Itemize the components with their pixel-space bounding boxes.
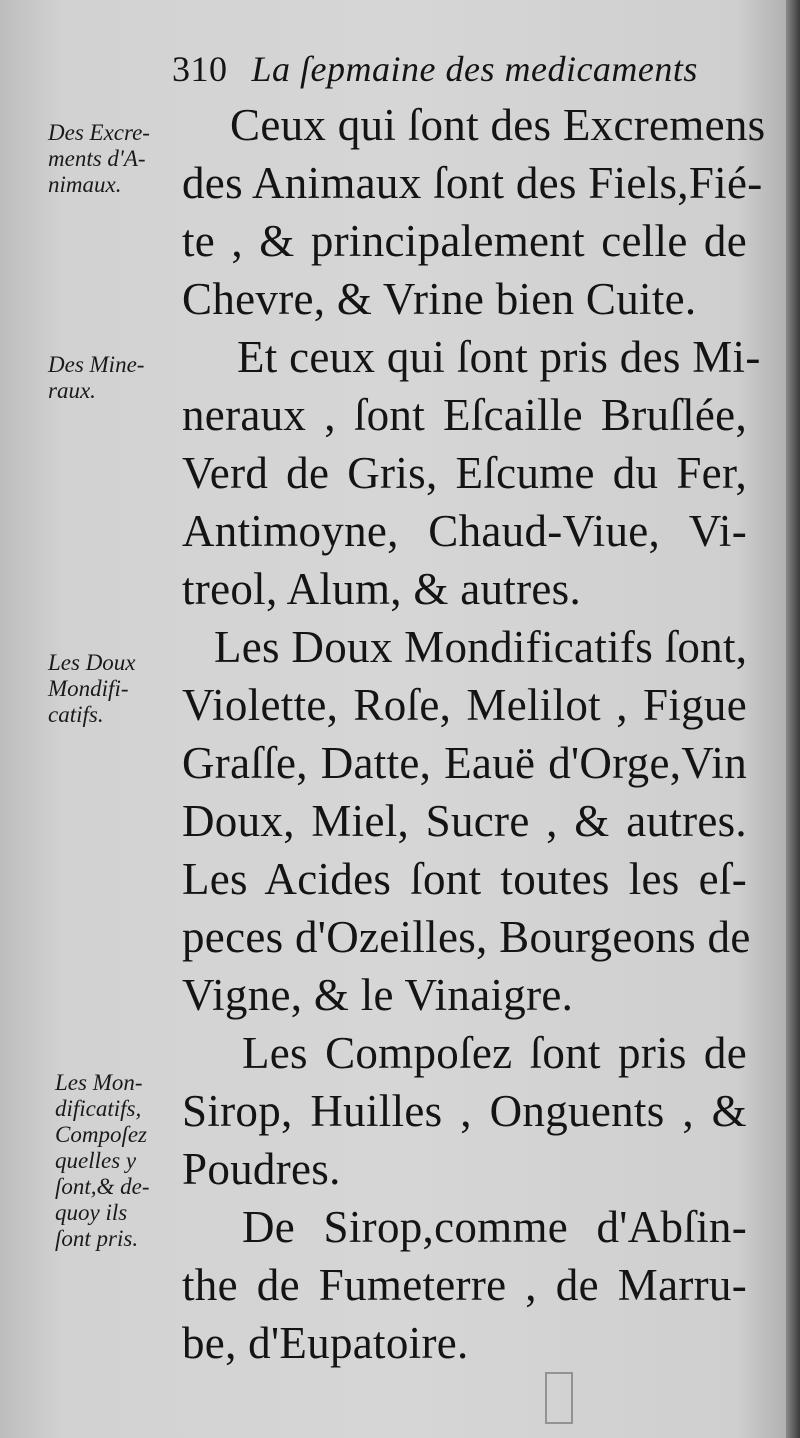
text-line: Sirop, Huilles , Onguents , & [182,1086,747,1136]
margin-line: quelles y [55,1148,137,1173]
margin-note-excrements [48,120,150,198]
text-line: Violette, Roſe, Melilot , Figue [182,680,747,730]
margin-line: ſont pris. [55,1226,139,1251]
margin-line: Compoſez [55,1122,147,1147]
text-line: Chevre, & Vrine bien Cuite. [182,274,697,324]
text-line: Ceux qui ſont des Excremens [230,100,766,150]
ink-smudge-mark [545,1372,573,1424]
running-header [172,48,720,90]
margin-line: Les Doux [48,650,136,675]
text-line: peces d'Ozeilles, Bourgeons de [182,912,751,962]
margin-line: Les Mon- [55,1070,143,1095]
text-line: De Sirop,comme d'Abſin- [242,1202,747,1252]
text-line: the de Fumeterre , de Marru- [182,1260,747,1310]
margin-note-mineraux [48,352,144,404]
text-line: Verd de Gris, Eſcume du Fer, [182,448,747,498]
margin-line: ments d'A- [48,146,146,171]
text-line: Graſſe, Datte, Eauë d'Orge,Vin [182,738,747,788]
margin-line: dificatifs, [55,1096,142,1121]
margin-line: Mondifi- [48,676,129,701]
running-title: La ſepmaine des medicaments [251,49,698,89]
text-line: Et ceux qui ſont pris des Mi- [237,332,761,382]
margin-line: Des Excre- [48,120,150,145]
margin-line: raux. [48,378,96,403]
page-gutter-shadow [786,0,800,1438]
text-line: treol, Alum, & autres. [182,564,582,614]
text-line: Poudres. [182,1144,341,1194]
text-line: te , & principalement celle de [182,216,747,266]
margin-note-composez [55,1070,150,1252]
text-line: Les Acides ſont toutes les eſ- [182,854,747,904]
text-line: Vigne, & le Vinaigre. [182,970,574,1020]
margin-note-doux-mondificatifs [48,650,136,728]
text-line: Antimoyne, Chaud-Viue, Vi- [182,506,747,556]
text-line: des Animaux ſont des Fiels,Fié- [182,158,763,208]
text-line: Les Doux Mondificatifs ſont, [214,622,748,672]
margin-line: quoy ils [55,1200,128,1225]
margin-line: catifs. [48,702,104,727]
text-line: Les Compoſez ſont pris de [242,1028,747,1078]
text-line: Doux, Miel, Sucre , & autres. [182,796,747,846]
text-line: neraux , ſont Eſcaille Bruſlée, [182,390,747,440]
text-line: be, d'Eupatoire. [182,1318,469,1368]
margin-line: ſont,& de- [55,1174,150,1199]
page-number: 310 [172,49,228,89]
margin-line: Des Mine- [48,352,145,377]
margin-line: nimaux. [48,172,122,197]
